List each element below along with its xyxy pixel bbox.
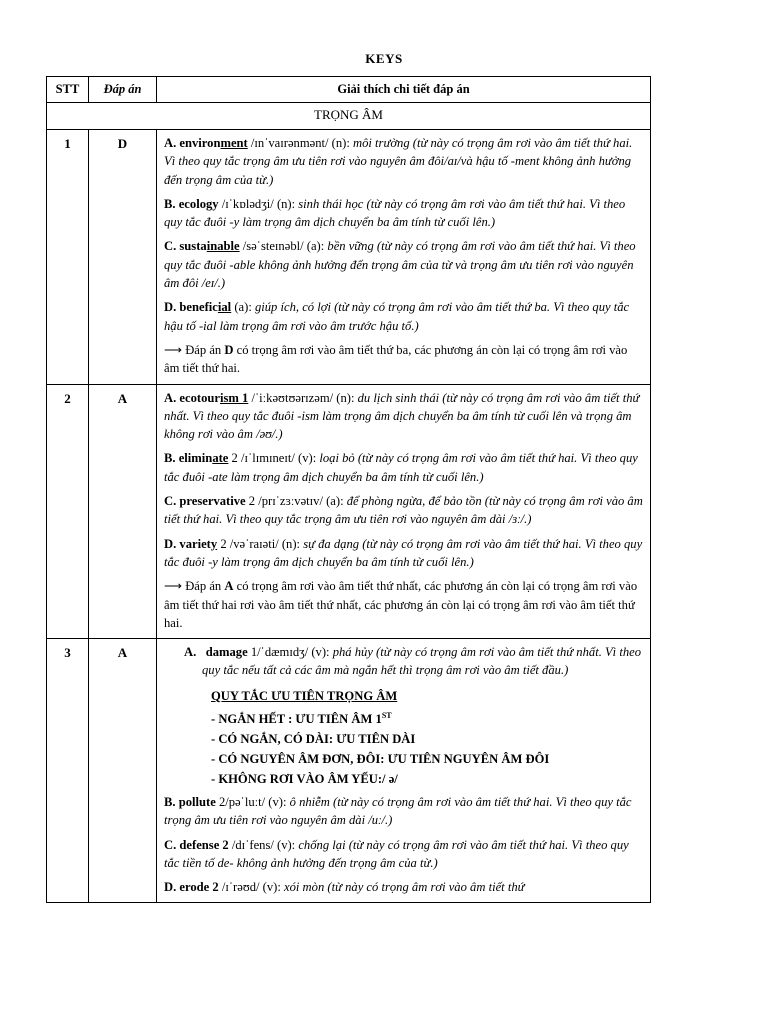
row-answer: A	[89, 639, 157, 903]
row-number: 3	[47, 639, 89, 903]
option-a: A. ecotourism 1 /ˈiːkəʊtʊərɪzəm/ (n): du lịch sinh thái (từ này có trọng âm rơi vào âm tiết thứ nhất. Vì theo quy tắc đuôi -ism làm trọng âm dịch chuyển ba âm tính từ cuối lên và trọng âm không rơi vào âm /əʊ/.)	[164, 390, 640, 442]
conclusion: ⟶ Đáp án D có trọng âm rơi vào âm tiết thứ ba, các phương án còn lại có trọng âm rơi vào âm tiết thứ hai.	[164, 342, 628, 376]
section-title: TRỌNG ÂM	[47, 103, 651, 130]
rules-heading: QUY TẮC ƯU TIÊN TRỌNG ÂM	[211, 688, 398, 703]
section-row	[47, 103, 651, 130]
rule-item: - KHÔNG RƠI VÀO ÂM YẾU:/ ə/	[211, 771, 398, 786]
row-answer: D	[89, 130, 157, 385]
option-b: B. eliminate 2 /ɪˈlɪmɪneɪt/ (v): loại bỏ (từ này có trọng âm rơi vào âm tiết thứ hai. Vì theo quy tắc đuôi -ate làm trọng âm dịch chuyển ba âm tính từ cuối lên.)	[164, 451, 638, 484]
answer-key-table	[46, 76, 651, 903]
header-stt: STT	[47, 77, 89, 103]
option-c: C. defense 2 /dɪˈfens/ (v): chống lại (từ này có trọng âm rơi vào âm tiết thứ hai. Vì theo quy tắc tiền tố de- không ảnh hưởng đến trọng âm của từ.)	[164, 837, 629, 870]
table-row	[47, 384, 651, 639]
option-d: D. variety 2 /vəˈraɪəti/ (n): sự đa dạng (từ này có trọng âm rơi vào âm tiết thứ hai. Vì theo quy tắc đuôi -y làm trọng âm dịch chuyển ba âm tính từ cuối lên.)	[164, 536, 643, 569]
rule-item: - CÓ NGUYÊN ÂM ĐƠN, ĐÔI: ƯU TIÊN NGUYÊN ÂM ĐÔI	[211, 751, 550, 766]
rule-item: - CÓ NGẮN, CÓ DÀI: ƯU TIÊN DÀI	[211, 731, 416, 746]
table-row	[47, 130, 651, 385]
row-explanation	[157, 130, 651, 385]
row-explanation	[157, 639, 651, 903]
conclusion: ⟶ Đáp án A có trọng âm rơi vào âm tiết thứ nhất, các phương án còn lại có trọng âm rơi vào âm tiết thứ hai rơi vào âm tiết thứ nhất, các phương án còn lại có trọng âm rơi vào âm tiết thứ hai.	[164, 579, 638, 630]
row-explanation	[157, 384, 651, 639]
option-b: B. pollute 2/pəˈluːt/ (v): ô nhiễm (từ này có trọng âm rơi vào âm tiết thứ hai. Vì theo quy tắc trọng âm ưu tiên rơi vào nguyên âm dài /uː/.)	[164, 794, 632, 828]
option-a: A. environment /ɪnˈvaɪrənmənt/ (n): môi trường (từ này có trọng âm rơi vào âm tiết thứ hai. Vì theo quy tắc trọng âm ưu tiên rơi vào nguyên âm đôi/aɪ/và hậu tố -ment không ảnh hưởng đến trọng âm của từ.)	[164, 136, 633, 187]
option-b: B. ecology /ɪˈkɒlədʒi/ (n): sinh thái học (từ này có trọng âm rơi vào âm tiết thứ hai. Vì theo quy tắc đuôi -y làm trọng âm dịch chuyển ba âm tính từ cuối lên.)	[164, 196, 626, 230]
option-d: D. erode 2 /ɪˈrəʊd/ (v): xói mòn (từ này có trọng âm rơi vào âm tiết thứ	[164, 880, 525, 895]
row-number: 1	[47, 130, 89, 385]
stress-rules	[164, 686, 644, 789]
row-number: 2	[47, 384, 89, 639]
option-a: A. damage 1/ˈdæmɪdʒ/ (v): phá hủy (từ này có trọng âm rơi vào âm tiết thứ nhất. Vì theo quy tắc nếu tất cả các âm mà ngắn hết thì trọng âm rơi vào âm tiết đầu.)	[184, 645, 642, 678]
header-explanation: Giải thích chi tiết đáp án	[157, 77, 651, 103]
option-c: C. sustainable /səˈsteɪnəbl/ (a): bền vững (từ này có trọng âm rơi vào âm tiết thứ hai. Vì theo quy tắc đuôi -able không ảnh hưởng đến trọng âm của từ và trọng âm ưu tiên rơi vào nguyên âm đôi /eɪ/.)	[164, 239, 636, 291]
rule-item: - NGẮN HẾT : ƯU TIÊN ÂM 1ST	[211, 710, 392, 726]
option-c: C. preservative 2 /prɪˈzɜːvətɪv/ (a): để phòng ngừa, để bảo tồn (từ này có trọng âm rơi vào âm tiết thứ hai. Vì theo quy tắc trọng âm ưu tiên rơi vào nguyên âm dài /ɜː/.)	[164, 494, 643, 527]
option-d: D. beneficial (a): giúp ích, có lợi (từ này có trọng âm rơi vào âm tiết thứ ba. Vì theo quy tắc hậu tố -ial làm trọng âm rơi vào âm trước hậu tố.)	[164, 300, 630, 333]
header-answer: Đáp án	[89, 77, 157, 103]
page-title: KEYS	[365, 51, 403, 66]
row-answer: A	[89, 384, 157, 639]
table-row	[47, 639, 651, 903]
header-row	[47, 77, 651, 103]
